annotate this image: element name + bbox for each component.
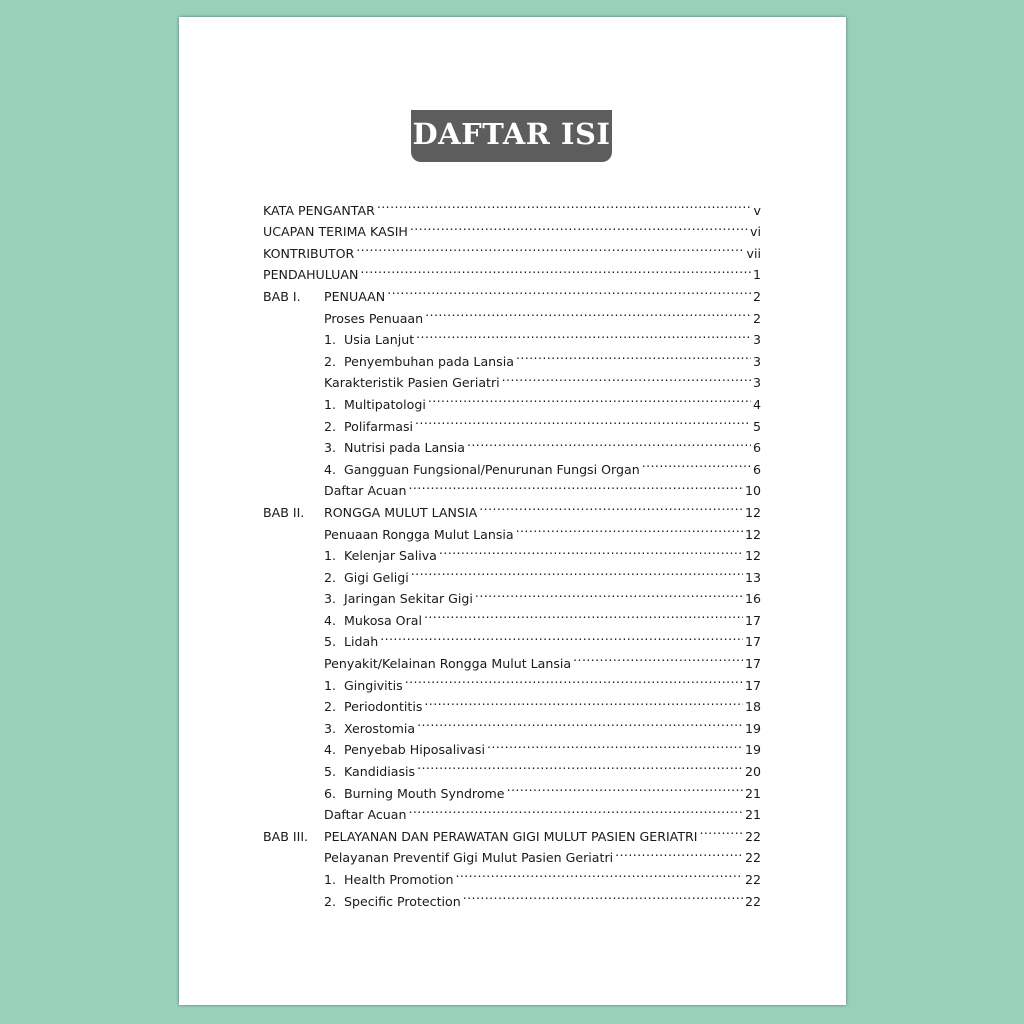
toc-item-number: 1.: [324, 396, 337, 412]
toc-entry-label: Burning Mouth Syndrome: [344, 785, 505, 801]
toc-entry-label: Health Promotion: [344, 872, 454, 887]
toc-entry-label: Pelayanan Preventif Gigi Mulut Pasien Geriatri: [324, 850, 614, 866]
toc-entry-label: Gangguan Fungsional/Penurunan Fungsi Organ: [344, 461, 640, 477]
toc-entry-label: KATA PENGANTAR: [263, 202, 375, 218]
toc-item-number: 1.: [324, 677, 337, 693]
toc-entry-label: Penyebab Hiposalivasi: [344, 742, 485, 758]
toc-page-number: 2: [752, 288, 761, 304]
toc-item-number: 4.: [324, 742, 337, 758]
dot-leader: [699, 819, 742, 841]
toc-item-number: 1.: [324, 332, 337, 348]
dot-leader: [425, 301, 751, 323]
toc-entry-label: Kelenjar Saliva: [344, 548, 437, 564]
toc-page-number: 19: [744, 720, 761, 736]
dot-leader: [411, 560, 743, 582]
toc-item-number: 5.: [324, 634, 337, 650]
dot-leader: [467, 431, 751, 453]
toc-page-number: 3: [752, 332, 761, 348]
toc-item-number: 2.: [324, 353, 337, 369]
dot-leader: [487, 733, 743, 755]
toc-page-number: 10: [744, 483, 761, 499]
toc-entry-label: PENDAHULUAN: [263, 267, 359, 283]
dot-leader: [415, 409, 751, 431]
toc-page-number: 21: [744, 785, 761, 801]
dot-leader: [417, 754, 743, 776]
toc-entry-label: Daftar Acuan: [324, 483, 407, 499]
title-badge: [411, 110, 612, 162]
toc-item-number: 6.: [324, 785, 337, 801]
dot-leader: [360, 258, 751, 280]
toc-page-number: 6: [752, 440, 761, 456]
toc-entry-label: Proses Penuaan: [324, 310, 424, 326]
toc-entry-label: Karakteristik Pasien Geriatri: [324, 375, 500, 391]
page-title: DAFTAR ISI: [412, 117, 611, 151]
toc-page-number: 4: [752, 396, 761, 412]
toc-page-number: 13: [744, 569, 761, 585]
toc-page-number: vi: [750, 224, 761, 240]
toc-entry-label: Jaringan Sekitar Gigi: [344, 591, 473, 607]
toc-entry-label: Penyembuhan pada Lansia: [344, 353, 514, 369]
dot-leader: [502, 366, 751, 388]
toc-item-number: 4.: [324, 612, 337, 628]
toc-entry-label: Multipatologi: [344, 396, 426, 412]
toc-chapter-number: BAB I.: [263, 288, 301, 304]
toc-page-number: 12: [744, 548, 761, 564]
toc-entry-label: RONGGA MULUT LANSIA: [324, 504, 478, 520]
toc-page-number: 17: [744, 677, 761, 693]
dot-leader: [417, 711, 743, 733]
toc-chapter-number: BAB III.: [263, 828, 309, 844]
toc-item-number: 3.: [324, 591, 337, 607]
toc-page-number: 20: [744, 764, 761, 780]
toc-page-number: vii: [746, 245, 761, 261]
toc-page-number: 22: [744, 850, 761, 866]
toc-page-number: 22: [744, 893, 761, 909]
toc-page-number: 3: [752, 353, 761, 369]
dot-leader: [475, 582, 743, 604]
toc-chapter-number: BAB II.: [263, 504, 305, 520]
toc-page-number: 22: [744, 828, 761, 844]
toc-page-number: 17: [744, 634, 761, 650]
toc-item-number: 3.: [324, 440, 337, 456]
toc-item-number: 5.: [324, 764, 337, 780]
dot-leader: [387, 279, 751, 301]
toc-item-number: 4.: [324, 461, 337, 477]
toc-entry-label: Mukosa Oral: [344, 612, 422, 628]
toc-entry-label: Polifarmasi: [344, 418, 414, 434]
toc-entry-label: Nutrisi pada Lansia: [344, 440, 465, 456]
toc-entry-label: KONTRIBUTOR: [263, 245, 355, 261]
toc-page-number: 5: [752, 418, 761, 434]
toc-entry-label: Periodontitis: [344, 699, 423, 715]
toc-item-number: 1.: [324, 548, 337, 564]
toc-entry-label: Penyakit/Kelainan Rongga Mulut Lansia: [324, 656, 572, 672]
dot-leader: [479, 495, 743, 517]
dot-leader: [428, 387, 751, 409]
toc-page-number: 19: [744, 742, 761, 758]
table-of-contents: [263, 193, 761, 909]
toc-entry-label: Xerostomia: [344, 720, 416, 736]
toc-item-number: 2.: [324, 699, 337, 715]
dot-leader: [356, 236, 744, 258]
toc-item-number: 1.: [324, 872, 337, 887]
dot-leader: [439, 539, 743, 561]
toc-page-number: 17: [744, 656, 761, 672]
toc-page-number: 12: [744, 526, 761, 542]
toc-entry-label: Lidah: [344, 634, 379, 650]
toc-entry: [263, 193, 761, 218]
toc-page-number: 17: [744, 612, 761, 628]
toc-item-number: 2.: [324, 418, 337, 434]
dot-leader: [408, 798, 743, 820]
toc-entry-label: Gigi Geligi: [344, 569, 409, 585]
dot-leader: [424, 690, 743, 712]
toc-page-number: 18: [744, 699, 761, 715]
dot-leader: [507, 776, 743, 798]
toc-entry-label: Daftar Acuan: [324, 807, 407, 823]
dot-leader: [615, 841, 743, 863]
toc-entry-label: PELAYANAN DAN PERAWATAN GIGI MULUT PASIEN GERIATRI: [324, 828, 698, 844]
dot-leader: [377, 193, 752, 215]
dot-leader: [410, 215, 748, 237]
toc-page-number: 21: [744, 807, 761, 823]
dot-leader: [408, 474, 743, 496]
toc-page-number: 3: [752, 375, 761, 391]
document-page: [179, 17, 846, 1005]
dot-leader: [380, 625, 743, 647]
toc-page-number: v: [753, 202, 761, 218]
toc-item-number: 2.: [324, 569, 337, 585]
toc-page-number: 12: [744, 504, 761, 520]
dot-leader: [463, 884, 743, 906]
toc-entry-label: Penuaan Rongga Mulut Lansia: [324, 526, 514, 542]
toc-entry-label: UCAPAN TERIMA KASIH: [263, 224, 408, 240]
dot-leader: [516, 344, 751, 366]
toc-entry-label: Kandidiasis: [344, 764, 416, 780]
toc-entry-label: PENUAAN: [324, 288, 386, 304]
toc-page-number: 6: [752, 461, 761, 477]
toc-item-number: 2.: [324, 893, 337, 909]
toc-page-number: 1: [752, 267, 761, 283]
dot-leader: [405, 668, 743, 690]
toc-page-number: 16: [744, 591, 761, 607]
dot-leader: [573, 646, 743, 668]
dot-leader: [516, 517, 743, 539]
toc-item-number: 3.: [324, 720, 337, 736]
toc-entry-label: Gingivitis: [344, 677, 403, 693]
dot-leader: [455, 862, 743, 884]
toc-entry-label: Specific Protection: [344, 893, 461, 909]
toc-page-number: 2: [752, 310, 761, 326]
dot-leader: [424, 603, 743, 625]
toc-entry-label: Usia Lanjut: [344, 332, 415, 348]
dot-leader: [416, 323, 751, 345]
toc-page-number: 22: [744, 872, 761, 887]
dot-leader: [642, 452, 751, 474]
